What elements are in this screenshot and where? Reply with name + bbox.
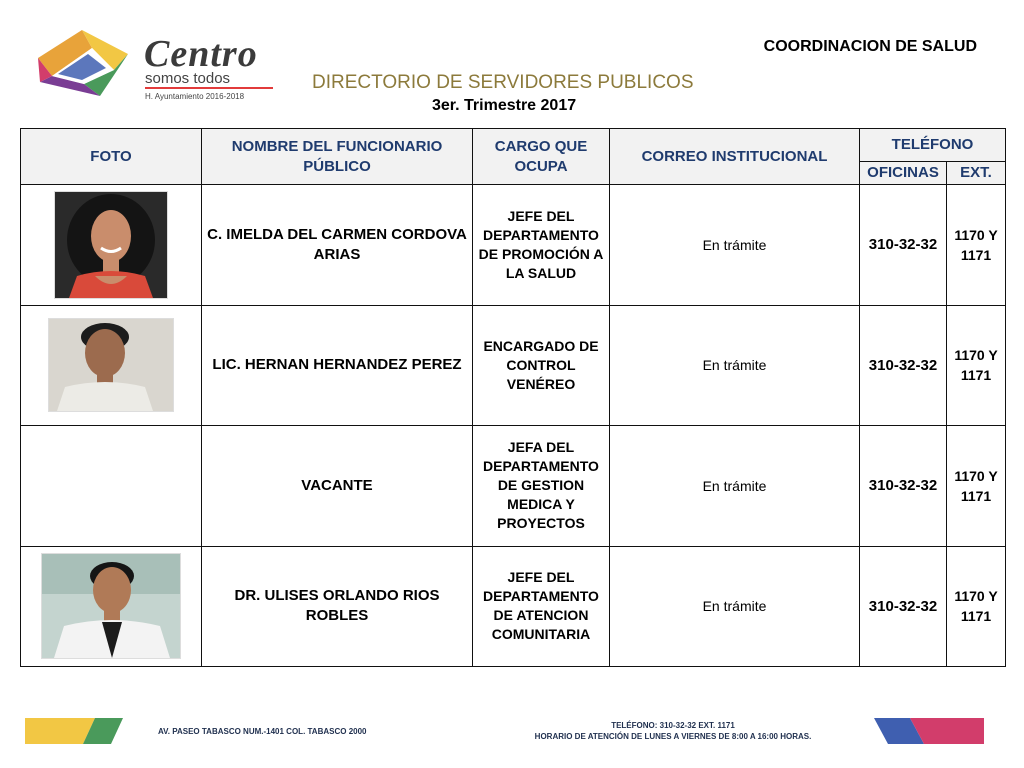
- header-oficinas: OFICINAS: [860, 162, 947, 185]
- directory-table: [20, 128, 1006, 667]
- logo-rule: [145, 87, 273, 89]
- footer-decoration-right-icon: [874, 718, 984, 744]
- phone-extension: 1170 Y 1171: [947, 305, 1006, 425]
- photo-cell-empty: [21, 426, 202, 546]
- header-ext: EXT.: [947, 162, 1006, 185]
- phone-extension: 1170 Y 1171: [947, 185, 1006, 305]
- header-foto: FOTO: [21, 129, 202, 185]
- centro-logo-mark-icon: [30, 24, 134, 102]
- centro-logo: [30, 24, 280, 108]
- office-phone: 310-32-32: [860, 185, 947, 305]
- official-email: En trámite: [610, 546, 860, 667]
- official-photo: [48, 318, 174, 412]
- phone-extension: 1170 Y 1171: [947, 546, 1006, 667]
- official-email: En trámite: [610, 426, 860, 546]
- official-position: JEFE DEL DEPARTAMENTO DE ATENCION COMUNITARIA: [473, 546, 610, 667]
- photo-cell: [21, 185, 202, 305]
- office-phone: 310-32-32: [860, 546, 947, 667]
- table-row: [21, 426, 1006, 546]
- period-label: 3er. Trimestre 2017: [432, 97, 577, 114]
- office-phone: 310-32-32: [860, 426, 947, 546]
- official-name: C. IMELDA DEL CARMEN CORDOVA ARIAS: [202, 185, 473, 305]
- table-header-row: [21, 129, 1006, 162]
- header-telefono: TELÉFONO: [860, 129, 1006, 162]
- footer-hours: HORARIO DE ATENCIÓN DE LUNES A VIERNES DE 8:00 A 16:00 HORAS.: [534, 732, 812, 741]
- logo-ayuntamiento: H. Ayuntamiento 2016-2018: [145, 92, 245, 101]
- office-phone: 310-32-32: [860, 305, 947, 425]
- table-row: [21, 305, 1006, 425]
- footer-address: AV. PASEO TABASCO NUM.-1401 COL. TABASCO 2000: [158, 727, 367, 736]
- photo-cell: [21, 305, 202, 425]
- header-correo: CORREO INSTITUCIONAL: [610, 129, 860, 185]
- logo-tagline: somos todos: [145, 70, 231, 87]
- official-photo: [41, 553, 181, 659]
- official-email: En trámite: [610, 185, 860, 305]
- official-position: ENCARGADO DE CONTROL VENÉREO: [473, 305, 610, 425]
- table-row: [21, 546, 1006, 667]
- official-email: En trámite: [610, 305, 860, 425]
- phone-extension: 1170 Y 1171: [947, 426, 1006, 546]
- directory-title: DIRECTORIO DE SERVIDORES PUBLICOS: [312, 72, 694, 93]
- official-position: JEFE DEL DEPARTAMENTO DE PROMOCIÓN A LA SALUD: [473, 185, 610, 305]
- official-name: VACANTE: [202, 426, 473, 546]
- footer-decoration-left-icon: [25, 718, 123, 744]
- table-row: [21, 185, 1006, 305]
- footer-phone: TELÉFONO: 310-32-32 EXT. 1171: [611, 721, 735, 730]
- footer-contact: [470, 720, 876, 742]
- official-position: JEFA DEL DEPARTAMENTO DE GESTION MEDICA Y PROYECTOS: [473, 426, 610, 546]
- official-name: LIC. HERNAN HERNANDEZ PEREZ: [202, 305, 473, 425]
- header-cargo: CARGO QUE OCUPA: [473, 129, 610, 185]
- photo-cell: [21, 546, 202, 667]
- official-name: DR. ULISES ORLANDO RIOS ROBLES: [202, 546, 473, 667]
- header-nombre: NOMBRE DEL FUNCIONARIO PÚBLICO: [202, 129, 473, 185]
- logo-wordmark: Centro: [144, 33, 258, 75]
- department-name: COORDINACION DE SALUD: [763, 38, 977, 55]
- official-photo: [54, 191, 168, 299]
